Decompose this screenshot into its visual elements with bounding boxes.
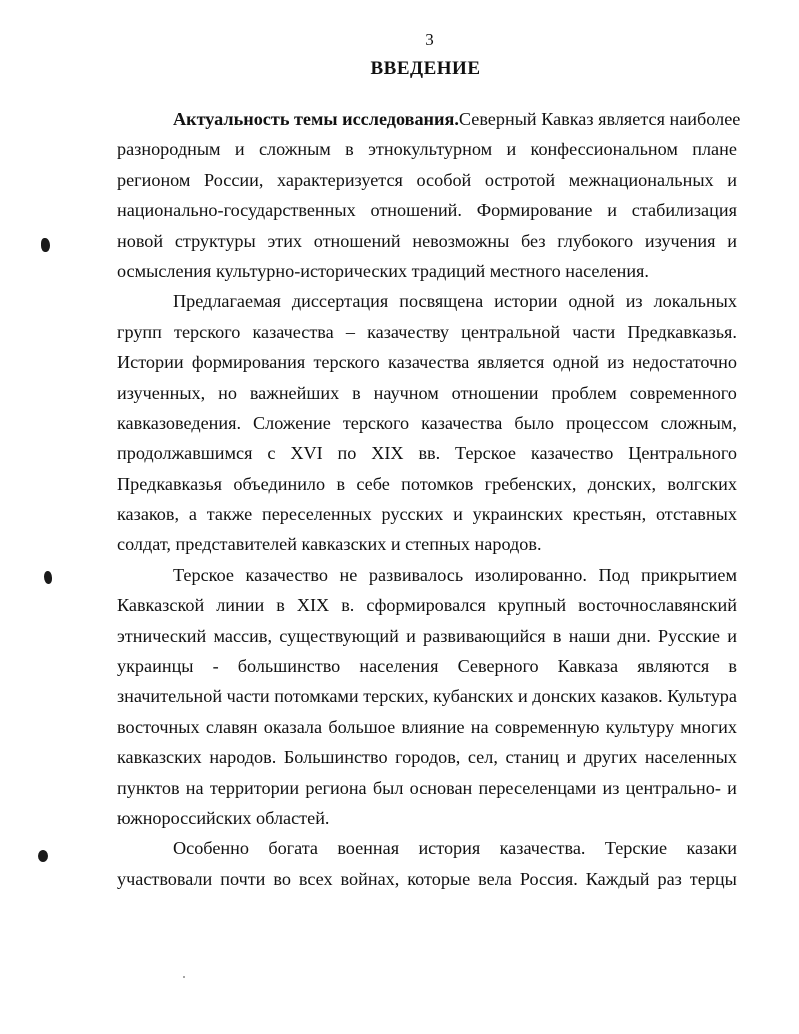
word: этнокультурном (368, 139, 493, 160)
word: украинцы (117, 656, 194, 677)
word: которые (407, 868, 471, 889)
word: посвящена (399, 291, 484, 312)
word: по (337, 443, 357, 464)
word: крупный (497, 595, 567, 616)
word: Каждый (585, 868, 650, 889)
word: прикрытием (641, 564, 737, 585)
word: сложным (258, 139, 331, 160)
word: Предкавказья (117, 473, 223, 494)
text-fragment: южнороссийских областей. (117, 807, 330, 828)
word: наши (568, 625, 611, 646)
word: донских, (587, 473, 657, 494)
word: кубанских (433, 686, 514, 707)
word: казачества (252, 321, 334, 342)
word: населения (359, 656, 439, 677)
scan-mark (44, 571, 52, 584)
word: было (514, 412, 555, 433)
word: процессом (566, 412, 649, 433)
word: терского (342, 412, 410, 433)
word: казаки (686, 838, 737, 859)
word: изученных, (117, 382, 206, 403)
word: XVI (290, 443, 323, 464)
word: пунктов (117, 777, 180, 798)
word: научном (373, 382, 439, 403)
word: стабилизация (631, 200, 737, 221)
text-line (117, 226, 737, 256)
word: переселенных (261, 504, 372, 525)
word: городов, (395, 747, 461, 768)
word: центральной (461, 321, 561, 342)
word: не (339, 564, 358, 585)
word: и (727, 230, 737, 251)
word: - (212, 656, 219, 677)
word: значительной (117, 686, 223, 707)
word: Кавказа (557, 656, 619, 677)
word: казаков, (117, 504, 180, 525)
word: Культура (667, 686, 737, 707)
word: в (728, 656, 737, 677)
word: локальных (653, 291, 737, 312)
word: Россия. (519, 868, 578, 889)
text-line (117, 134, 737, 164)
word: потомками (274, 686, 359, 707)
text-line (117, 317, 737, 347)
word: казаков. (600, 686, 663, 707)
word: Терские (604, 838, 668, 859)
text-fragment: солдат, представителей кавказских и степных народов. (117, 534, 542, 555)
word: XIX (371, 443, 404, 464)
text-line (117, 286, 737, 316)
word: восточнославянский (578, 595, 737, 616)
word: сел, (467, 747, 498, 768)
lead-phrase: Актуальность темы исследования. (173, 109, 459, 129)
word: других (583, 747, 638, 768)
word: этих (267, 230, 303, 251)
word: продолжавшимся (117, 443, 253, 464)
word: казачеству (367, 321, 450, 342)
word: важнейших (249, 382, 340, 403)
text-line (117, 560, 737, 590)
body-text (117, 104, 741, 894)
word: в (552, 625, 562, 646)
word: Сложение (253, 412, 331, 433)
word: кавказоведения. (117, 412, 242, 433)
word: является (477, 352, 545, 373)
word: и (517, 686, 528, 707)
word: невозможны (412, 230, 510, 251)
word: массив, (213, 625, 272, 646)
word: России, (204, 169, 264, 190)
word: конфессиональном (530, 139, 678, 160)
word: отставных (655, 504, 737, 525)
text-line (117, 529, 737, 559)
word: развивающийся (423, 625, 546, 646)
word: казачество (530, 443, 614, 464)
word: из (602, 777, 620, 798)
text-line (117, 621, 737, 651)
word: Предлагаемая (173, 291, 281, 312)
word: терского (313, 352, 380, 373)
word: Терское (173, 564, 234, 585)
word: региона (305, 777, 367, 798)
word: существующий (279, 625, 399, 646)
word: участвовали (117, 868, 213, 889)
word: военная (337, 838, 400, 859)
word: Терское (455, 443, 517, 464)
section-heading: ВВЕДЕНИЕ (370, 58, 481, 79)
scan-mark (38, 850, 48, 862)
word: большое (328, 716, 396, 737)
word: на (470, 716, 489, 737)
word: и (506, 139, 517, 160)
word: казачества (421, 412, 503, 433)
text-line (117, 803, 737, 833)
word: станиц (505, 747, 559, 768)
word: одной (552, 352, 600, 373)
word: линии (216, 595, 265, 616)
word: история (418, 838, 481, 859)
text-line (117, 438, 737, 468)
word: в (336, 473, 346, 494)
word: разнородным (117, 139, 221, 160)
word: изолированно. (474, 564, 587, 585)
word: раз (657, 868, 682, 889)
text-line (117, 499, 737, 529)
word: плане (692, 139, 737, 160)
text-line (117, 742, 737, 772)
word: русских (381, 504, 444, 525)
word: себе (356, 473, 390, 494)
word: изучения (644, 230, 716, 251)
word: Большинство (283, 747, 388, 768)
word: центрально- (625, 777, 721, 798)
word: во (273, 868, 291, 889)
word: терских, (363, 686, 429, 707)
word: остротой (484, 169, 556, 190)
text-line (117, 712, 737, 742)
text-line (117, 256, 737, 286)
word: являются (637, 656, 710, 677)
word: отношений. (370, 200, 462, 221)
word: Центрального (628, 443, 737, 464)
word: в. (341, 595, 355, 616)
word: дни. (617, 625, 651, 646)
word: а (188, 504, 197, 525)
word: развивалось (368, 564, 464, 585)
word: всех (298, 868, 333, 889)
word: волгских (667, 473, 737, 494)
word: войнах, (340, 868, 400, 889)
word: с (267, 443, 276, 464)
word: из (607, 352, 625, 373)
word: этнический (117, 625, 207, 646)
word: сложным, (660, 412, 737, 433)
word: и (727, 777, 737, 798)
word: особой (416, 169, 472, 190)
text-line (117, 347, 737, 377)
word: – (345, 321, 355, 342)
word: одной (568, 291, 615, 312)
text-line (117, 681, 737, 711)
word: характеризуется (277, 169, 403, 190)
word: межнациональных (568, 169, 714, 190)
word: Русские (658, 625, 720, 646)
word: отношении (451, 382, 539, 403)
word: Особенно (173, 838, 249, 859)
word: в (345, 139, 354, 160)
word: также (206, 504, 253, 525)
word: части (572, 321, 616, 342)
scan-speck (183, 976, 185, 978)
word: регионом (117, 169, 191, 190)
word: потомков (401, 473, 474, 494)
word: почти (220, 868, 266, 889)
scan-mark (41, 238, 50, 252)
word: терцы (689, 868, 737, 889)
word: проблем (551, 382, 617, 403)
word: Формирование (476, 200, 593, 221)
word: многих (680, 716, 737, 737)
word: и (727, 625, 737, 646)
word: сформировался (366, 595, 486, 616)
word: Истории (117, 352, 184, 373)
word: крестьян, (572, 504, 647, 525)
word: был (372, 777, 404, 798)
word: оказала (263, 716, 323, 737)
word: вв. (418, 443, 441, 464)
word: на (185, 777, 204, 798)
word: новой (117, 230, 164, 251)
word: Северного (457, 656, 539, 677)
word: основан (409, 777, 473, 798)
text-fragment: осмысления культурно-исторических традиций местного населения. (117, 260, 649, 281)
word: диссертация (291, 291, 389, 312)
word: в (352, 382, 361, 403)
word: современного (629, 382, 737, 403)
word: влияние (401, 716, 465, 737)
word: кавказских (117, 747, 202, 768)
word: XIX (296, 595, 330, 616)
word: Под (598, 564, 630, 585)
text-line (117, 165, 737, 195)
word: культуру (605, 716, 675, 737)
word: гребенских, (484, 473, 577, 494)
word: донских (532, 686, 597, 707)
word: народов. (209, 747, 277, 768)
text-line (117, 651, 737, 681)
word: богата (268, 838, 318, 859)
word: отношений (313, 230, 401, 251)
word: казачество (245, 564, 328, 585)
word: украинских (472, 504, 563, 525)
text-line (117, 590, 737, 620)
word: территории (209, 777, 300, 798)
word: Кавказской (117, 595, 205, 616)
word: национально-государственных (117, 200, 356, 221)
word: без (521, 230, 546, 251)
word: групп (117, 321, 162, 342)
word: формирования (191, 352, 306, 373)
text-fragment: Северный Кавказ является наиболее (458, 109, 741, 129)
word: в (276, 595, 285, 616)
text-line (117, 104, 741, 134)
word: истории (494, 291, 558, 312)
word: населенных (644, 747, 737, 768)
word: терского (174, 321, 241, 342)
word: казачества (388, 352, 470, 373)
text-line (117, 469, 737, 499)
word: переселенцами (478, 777, 597, 798)
word: славян (205, 716, 258, 737)
word: но (218, 382, 237, 403)
word: современную (494, 716, 600, 737)
word: объединило (233, 473, 326, 494)
word: вела (478, 868, 512, 889)
word: и (453, 504, 463, 525)
word: из (625, 291, 643, 312)
word: части (226, 686, 270, 707)
word: казачества. (499, 838, 586, 859)
word: Предкавказья. (627, 321, 737, 342)
text-line (117, 773, 737, 803)
word: восточных (117, 716, 200, 737)
word: и (566, 747, 577, 768)
word: и (727, 169, 737, 190)
word: недостаточно (632, 352, 737, 373)
text-line (117, 408, 737, 438)
text-line (117, 833, 737, 863)
word: структуры (174, 230, 256, 251)
text-line (117, 864, 737, 894)
text-line (117, 195, 737, 225)
word: и (234, 139, 245, 160)
page-number: 3 (425, 30, 434, 49)
word: глубокого (557, 230, 634, 251)
text-line (117, 378, 737, 408)
word: и (406, 625, 416, 646)
word: большинство (237, 656, 341, 677)
word: и (607, 200, 617, 221)
